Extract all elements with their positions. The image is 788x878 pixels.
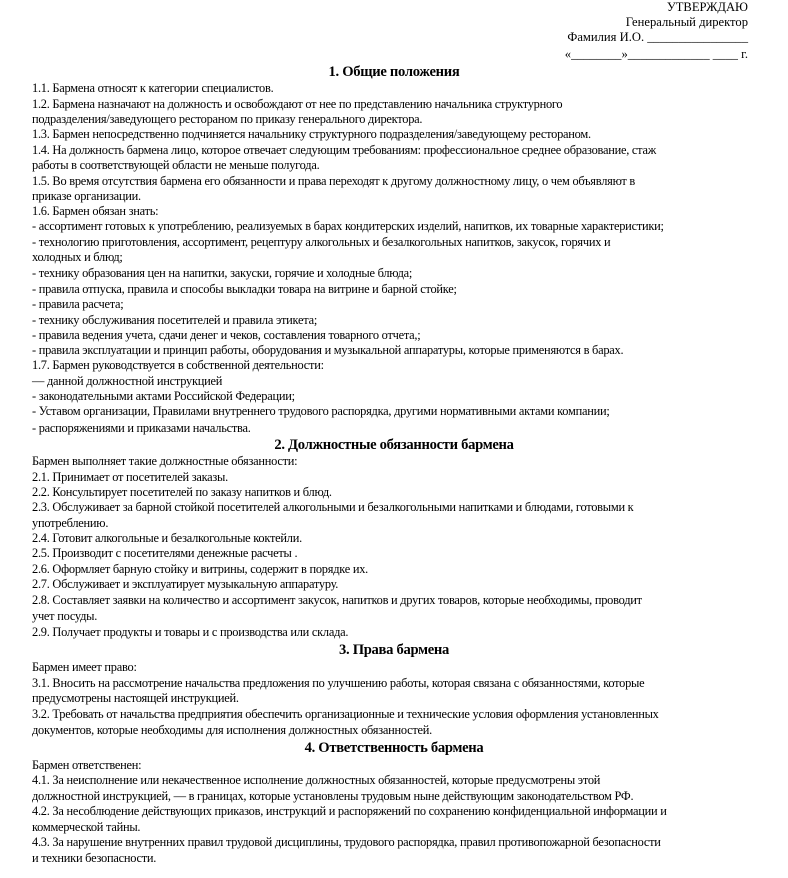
list-item: - ассортимент готовых к употреблению, реализуемых в барах кондитерских изделий, напитков, их товарные характеристики; [32,219,664,233]
paragraph-line: 2.3. Обслуживает за барной стойкой посетителей алкогольными и безалкогольными напитками и блюдами, готовыми к [32,500,634,514]
paragraph-line: 3.2. Требовать от начальства предприятия обеспечить организационные и технические условия оформления установленных [32,707,659,721]
list-item: - распоряжениями и приказами начальства. [32,421,251,435]
paragraph-line: коммерческой тайны. [32,820,141,834]
list-item: - технику образования цен на напитки, закуски, горячие и холодные блюда; [32,266,413,280]
paragraph-line: Бармен выполняет такие должностные обязанности: [32,454,298,468]
paragraph-line: 4.2. За несоблюдение действующих приказов, инструкций и распоряжений по сохранению конфиденциальной информации и [32,804,667,818]
paragraph-line: 1.5. Во время отсутствия бармена его обязанности и права переходят к другому должностному лицу, о чем объявляют в [32,174,636,188]
paragraph-line: учет посуды. [32,609,98,623]
paragraph-line: 2.4. Готовит алкогольные и безалкогольные коктейли. [32,531,302,545]
list-item: - правила отпуска, правила и способы выкладки товара на витрине и барной стойке; [32,282,457,296]
paragraph-line: 1.7. Бармен руководствуется в собственной деятельности: [32,358,324,372]
paragraph-line: 1.4. На должность бармена лицо, которое отвечает следующим требованиям: профессиональное среднее образование, стаж [32,143,657,157]
list-item: — данной должностной инструкцией [32,374,223,388]
paragraph-line: работы в соответствующей области не меньше полугода. [32,158,320,172]
paragraph-line: должностной инструкцией, — в границах, которые установлены трудовым ныне действующим законодательством РФ. [32,789,634,803]
list-item: - правила расчета; [32,297,124,311]
list-item: - Уставом организации, Правилами внутреннего трудового распорядка, другими нормативными актами компании; [32,404,610,418]
paragraph-line: Бармен ответственен: [32,758,142,772]
section-heading: 1. Общие положения [328,64,460,80]
paragraph-line: 2.7. Обслуживает и эксплуатирует музыкальную аппаратуру. [32,577,339,591]
paragraph-line: подразделения/заведующего рестораном по приказу генерального директора. [32,112,423,126]
paragraph-line: 4.3. За нарушение внутренних правил трудовой дисциплины, трудового распорядка, правил противопожарной безопасности [32,835,661,849]
section-heading: 4. Ответственность бармена [304,740,484,756]
paragraph-line: 2.5. Производит с посетителями денежные расчеты . [32,546,298,560]
paragraph-line: 3.1. Вносить на рассмотрение начальства предложения по улучшению работы, которая связана с обязанностями, которые [32,676,645,690]
paragraph-line: Бармен имеет право: [32,660,137,674]
paragraph-line: предусмотрены настоящей инструкцией. [32,691,239,705]
list-item: - правила ведения учета, сдачи денег и чеков, составления товарного отчета,; [32,328,421,342]
paragraph-line: документов, которые необходимы для исполнения должностных обязанностей. [32,723,433,737]
paragraph-line: 1.2. Бармена назначают на должность и освобождают от нее по представлению начальника структурного [32,97,563,111]
list-item: - законодательными актами Российской Федерации; [32,389,295,403]
paragraph-line: приказе организации. [32,189,141,203]
paragraph-line: 2.9. Получает продукты и товары и с производства или склада. [32,625,349,639]
approval-title: УТВЕРЖДАЮ [666,0,748,14]
paragraph-line: 1.1. Бармена относят к категории специалистов. [32,81,274,95]
list-item: холодных и блюд; [32,250,123,264]
approval-date-line: «________»_____________ ____ г. [564,47,748,61]
section-heading: 2. Должностные обязанности бармена [274,437,514,453]
approval-position: Генеральный директор [625,15,748,29]
list-item: - правила эксплуатации и принцип работы, оборудования и музыкальной аппаратуры, которые применяются в барах. [32,343,624,357]
paragraph-line: и техники безопасности. [32,851,157,865]
paragraph-line: 2.6. Оформляет барную стойку и витрины, содержит в порядке их. [32,562,368,576]
paragraph-line: 1.3. Бармен непосредственно подчиняется начальнику структурного подразделения/заведующему рестораном. [32,127,591,141]
approval-name-line: Фамилия И.О. ________________ [567,30,748,44]
paragraph-line: 2.8. Составляет заявки на количество и ассортимент закусок, напитков и других товаров, которые необходимы, проводит [32,593,642,607]
paragraph-line: 2.2. Консультирует посетителей по заказу напитков и блюд. [32,485,332,499]
section-heading: 3. Права бармена [339,642,449,658]
list-item: - технологию приготовления, ассортимент, рецептуру алкогольных и безалкогольных напитков, закусок, горячих и [32,235,611,249]
paragraph-line: 1.6. Бармен обязан знать: [32,204,159,218]
list-item: - технику обслуживания посетителей и правила этикета; [32,313,318,327]
paragraph-line: употреблению. [32,516,109,530]
paragraph-line: 2.1. Принимает от посетителей заказы. [32,470,228,484]
paragraph-line: 4.1. За неисполнение или некачественное исполнение должностных обязанностей, которые предусмотрены этой [32,773,601,787]
